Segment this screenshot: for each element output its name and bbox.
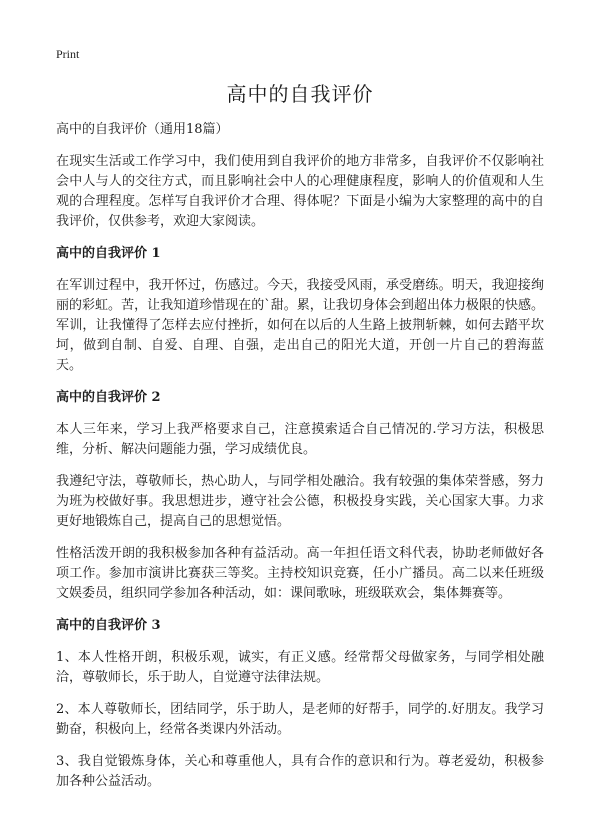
section-3-paragraph-2: 2、本人尊敬师长，团结同学，乐于助人，是老师的好帮手，同学的.好朋友。我学习勤奋，积极向上，经常各类课内外活动。 [56, 702, 544, 737]
section-heading-3: 高中的自我评价 3 [56, 618, 161, 633]
print-link[interactable]: Print [56, 47, 80, 61]
article-subtitle: 高中的自我评价（通用18篇） [56, 122, 229, 137]
section-2-paragraph-1: 本人三年来，学习上我严格要求自己，注意摸索适合自己情况的.学习方法，积极思维，分析、解决问题能力强，学习成绩优良。 [56, 422, 544, 457]
page-title: 高中的自我评价 [226, 82, 374, 106]
section-2-paragraph-3: 性格活泼开朗的我积极参加各种有益活动。高一年担任语文科代表，协助老师做好各项工作。参加市演讲比赛获三等奖。主持校知识竞赛，任小广播员。高二以来任班级文娱委员，组织同学参加各种活动，如：课间歌咏，班级联欢会，集体舞赛等。 [56, 546, 544, 601]
section-3-paragraph-1: 1、本人性格开朗，积极乐观，诚实，有正义感。经常帮父母做家务，与同学相处融洽，尊敬师长，乐于助人，自觉遵守法律法规。 [56, 650, 544, 685]
section-heading-1: 高中的自我评价 1 [56, 246, 161, 261]
section-2-paragraph-2: 我遵纪守法，尊敬师长，热心助人，与同学相处融洽。我有较强的集体荣誉感，努力为班为校做好事。我思想进步，遵守社会公德，积极投身实践，关心国家大事。力求更好地锻炼自己，提高自己的思想觉悟。 [56, 474, 544, 529]
section-3-paragraph-3: 3、我自觉锻炼身体，关心和尊重他人，具有合作的意识和行为。尊老爱幼，积极参加各种公益活动。 [56, 754, 544, 789]
section-heading-2: 高中的自我评价 2 [56, 390, 161, 405]
article-body [56, 120, 544, 804]
section-1-paragraph-1: 在军训过程中，我开怀过，伤感过。今天，我接受风雨，承受磨练。明天，我迎接绚丽的彩虹。苦，让我知道珍惜现在的`甜。累，让我切身体会到超出体力极限的快感。军训，让我懂得了怎样去应付挫折，如何在以后的人生路上披荆斩棘，如何去踏平坎坷，做到自制、自爱、自理、自强，走出自己的阳光大道，开创一片自己的碧海蓝天。 [56, 278, 544, 373]
intro-paragraph: 在现实生活或工作学习中，我们使用到自我评价的地方非常多，自我评价不仅影响社会中人与人的交往方式，而且影响社会中人的心理健康程度，影响人的价值观和人生观的合理程度。怎样写自我评价才合理、得体呢？下面是小编为大家整理的高中的自我评价，仅供参考，欢迎大家阅读。 [56, 154, 544, 229]
